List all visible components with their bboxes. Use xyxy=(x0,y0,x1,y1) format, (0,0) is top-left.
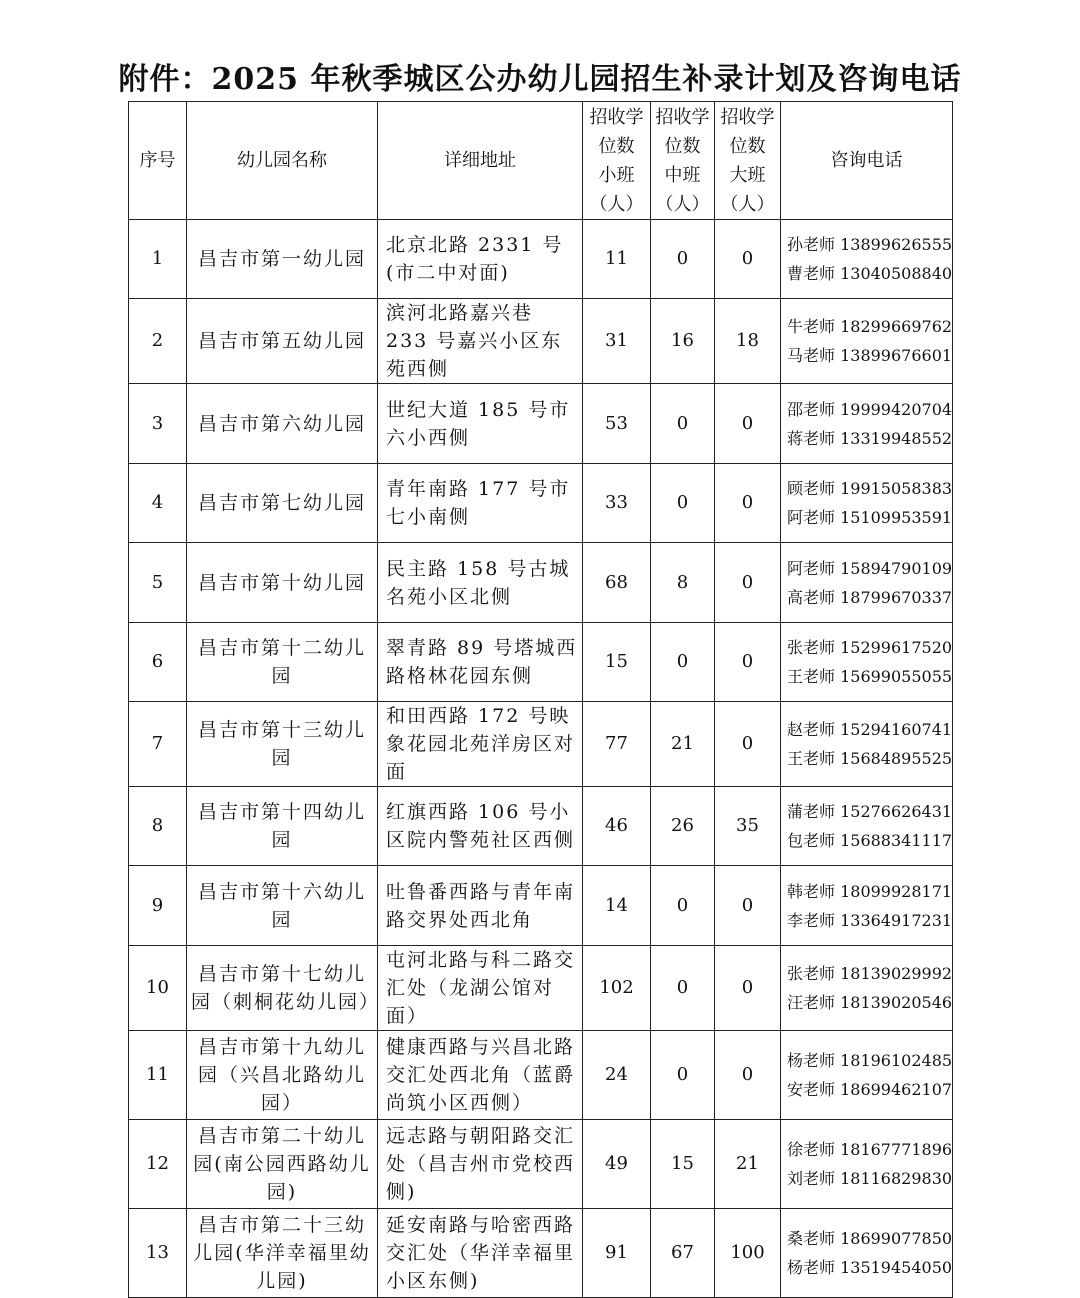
large-class-count: 21 xyxy=(715,1120,781,1209)
phone-entry: 汪老师 18139020546 xyxy=(787,993,953,1012)
kindergarten-name: 昌吉市第十幼儿园 xyxy=(187,543,378,623)
small-class-count: 15 xyxy=(583,623,651,702)
contact-phones xyxy=(781,866,953,946)
table-row xyxy=(129,1120,953,1209)
large-class-count: 35 xyxy=(715,787,781,866)
address: 健康西路与兴昌北路交汇处西北角（蓝爵尚筑小区西侧） xyxy=(378,1031,583,1120)
small-class-count: 102 xyxy=(583,946,651,1031)
phone-entry: 阿老师 15894790109 xyxy=(787,558,953,578)
table-row xyxy=(129,1031,953,1120)
middle-class-count: 26 xyxy=(651,787,715,866)
middle-class-count: 15 xyxy=(651,1120,715,1209)
table-row xyxy=(129,787,953,866)
address: 民主路 158 号古城名苑小区北侧 xyxy=(378,543,583,623)
table-row xyxy=(129,946,953,1031)
middle-class-count: 0 xyxy=(651,1031,715,1120)
phone-entry: 牛老师 18299669762 xyxy=(787,317,953,336)
row-seq: 6 xyxy=(129,623,187,702)
kindergarten-name: 昌吉市第十六幼儿园 xyxy=(187,866,378,946)
small-class-count: 14 xyxy=(583,866,651,946)
contact-phones xyxy=(781,543,953,623)
phone-entry: 韩老师 18099928171 xyxy=(787,881,953,901)
table-row xyxy=(129,299,953,384)
phone-entry: 李老师 13364917231 xyxy=(787,910,953,930)
phone-entry: 阿老师 15109953591 xyxy=(787,508,953,527)
contact-phones xyxy=(781,220,953,299)
address: 吐鲁番西路与青年南路交界处西北角 xyxy=(378,866,583,946)
address: 和田西路 172 号映象花园北苑洋房区对面 xyxy=(378,702,583,787)
phone-entry: 蒲老师 15276626431 xyxy=(787,802,953,821)
address: 滨河北路嘉兴巷 233 号嘉兴小区东苑西侧 xyxy=(378,299,583,384)
contact-phones xyxy=(781,299,953,384)
table-row xyxy=(129,623,953,702)
phone-entry: 张老师 18139029992 xyxy=(787,964,953,983)
small-class-count: 11 xyxy=(583,220,651,299)
row-seq: 5 xyxy=(129,543,187,623)
kindergarten-name: 昌吉市第十九幼儿园（兴昌北路幼儿园） xyxy=(187,1031,378,1120)
large-class-count: 0 xyxy=(715,543,781,623)
table-row xyxy=(129,866,953,946)
table-row xyxy=(129,702,953,787)
header-large-class: 招收学 位数 大班 （人） xyxy=(715,102,781,220)
large-class-count: 0 xyxy=(715,220,781,299)
table-row xyxy=(129,384,953,464)
small-class-count: 46 xyxy=(583,787,651,866)
small-class-count: 77 xyxy=(583,702,651,787)
kindergarten-name: 昌吉市第十二幼儿园 xyxy=(187,623,378,702)
address: 延安南路与哈密西路交汇处（华洋幸福里小区东侧) xyxy=(378,1209,583,1298)
address: 北京北路 2331 号(市二中对面) xyxy=(378,220,583,299)
phone-entry: 赵老师 15294160741 xyxy=(787,720,953,739)
large-class-count: 0 xyxy=(715,866,781,946)
phone-entry: 张老师 15299617520 xyxy=(787,638,953,657)
middle-class-count: 0 xyxy=(651,946,715,1031)
large-class-count: 0 xyxy=(715,946,781,1031)
middle-class-count: 0 xyxy=(651,464,715,543)
address: 远志路与朝阳路交汇处（昌吉州市党校西侧) xyxy=(378,1120,583,1209)
address: 翠青路 89 号塔城西路格林花园东侧 xyxy=(378,623,583,702)
contact-phones xyxy=(781,1031,953,1120)
middle-class-count: 21 xyxy=(651,702,715,787)
row-seq: 11 xyxy=(129,1031,187,1120)
table-row xyxy=(129,464,953,543)
kindergarten-name: 昌吉市第二十幼儿园(南公园西路幼儿园) xyxy=(187,1120,378,1209)
contact-phones xyxy=(781,623,953,702)
table-row xyxy=(129,543,953,623)
large-class-count: 0 xyxy=(715,623,781,702)
phone-entry: 刘老师 18116829830 xyxy=(787,1169,953,1188)
header-row xyxy=(129,102,953,220)
address: 红旗西路 106 号小区院内警苑社区西侧 xyxy=(378,787,583,866)
phone-entry: 杨老师 13519454050 xyxy=(787,1258,953,1277)
row-seq: 13 xyxy=(129,1209,187,1298)
contact-phones xyxy=(781,1120,953,1209)
kindergarten-name: 昌吉市第十四幼儿园 xyxy=(187,787,378,866)
middle-class-count: 16 xyxy=(651,299,715,384)
kindergarten-name: 昌吉市第六幼儿园 xyxy=(187,384,378,464)
row-seq: 8 xyxy=(129,787,187,866)
kindergarten-name: 昌吉市第一幼儿园 xyxy=(187,220,378,299)
row-seq: 7 xyxy=(129,702,187,787)
contact-phones xyxy=(781,946,953,1031)
phone-entry: 顾老师 19915058383 xyxy=(787,479,953,498)
address: 屯河北路与科二路交汇处（龙湖公馆对面） xyxy=(378,946,583,1031)
row-seq: 3 xyxy=(129,384,187,464)
small-class-count: 33 xyxy=(583,464,651,543)
contact-phones xyxy=(781,702,953,787)
small-class-count: 91 xyxy=(583,1209,651,1298)
large-class-count: 0 xyxy=(715,384,781,464)
contact-phones xyxy=(781,384,953,464)
header-small-class: 招收学 位数 小班 （人） xyxy=(583,102,651,220)
phone-entry: 蒋老师 13319948552 xyxy=(787,428,953,448)
phone-entry: 曹老师 13040508840 xyxy=(787,264,953,283)
phone-entry: 桑老师 18699077850 xyxy=(787,1229,953,1248)
middle-class-count: 8 xyxy=(651,543,715,623)
phone-entry: 马老师 13899676601 xyxy=(787,346,953,365)
phone-entry: 邵老师 19999420704 xyxy=(787,399,953,419)
address: 青年南路 177 号市七小南侧 xyxy=(378,464,583,543)
phone-entry: 安老师 18699462107 xyxy=(787,1080,953,1099)
address: 世纪大道 185 号市六小西侧 xyxy=(378,384,583,464)
large-class-count: 100 xyxy=(715,1209,781,1298)
header-phone: 咨询电话 xyxy=(781,102,953,220)
small-class-count: 68 xyxy=(583,543,651,623)
small-class-count: 53 xyxy=(583,384,651,464)
phone-entry: 杨老师 18196102485 xyxy=(787,1051,953,1070)
kindergarten-name: 昌吉市第七幼儿园 xyxy=(187,464,378,543)
middle-class-count: 0 xyxy=(651,384,715,464)
large-class-count: 0 xyxy=(715,464,781,543)
enrollment-table xyxy=(128,101,953,1298)
contact-phones xyxy=(781,1209,953,1298)
row-seq: 10 xyxy=(129,946,187,1031)
middle-class-count: 67 xyxy=(651,1209,715,1298)
row-seq: 1 xyxy=(129,220,187,299)
table-row xyxy=(129,1209,953,1298)
row-seq: 12 xyxy=(129,1120,187,1209)
large-class-count: 0 xyxy=(715,1031,781,1120)
header-middle-class: 招收学 位数 中班 （人） xyxy=(651,102,715,220)
table-row xyxy=(129,220,953,299)
phone-entry: 王老师 15684895525 xyxy=(787,749,953,768)
contact-phones xyxy=(781,787,953,866)
middle-class-count: 0 xyxy=(651,623,715,702)
phone-entry: 孙老师 13899626555 xyxy=(787,235,953,254)
kindergarten-name: 昌吉市第五幼儿园 xyxy=(187,299,378,384)
middle-class-count: 0 xyxy=(651,220,715,299)
large-class-count: 0 xyxy=(715,702,781,787)
small-class-count: 24 xyxy=(583,1031,651,1120)
kindergarten-name: 昌吉市第十三幼儿园 xyxy=(187,702,378,787)
phone-entry: 包老师 15688341117 xyxy=(787,831,953,850)
header-name: 幼儿园名称 xyxy=(187,102,378,220)
phone-entry: 徐老师 18167771896 xyxy=(787,1140,953,1159)
small-class-count: 49 xyxy=(583,1120,651,1209)
row-seq: 9 xyxy=(129,866,187,946)
page-title: 附件：2025 年秋季城区公办幼儿园招生补录计划及咨询电话 xyxy=(118,62,962,97)
row-seq: 2 xyxy=(129,299,187,384)
row-seq: 4 xyxy=(129,464,187,543)
middle-class-count: 0 xyxy=(651,866,715,946)
phone-entry: 高老师 18799670337 xyxy=(787,587,953,607)
kindergarten-name: 昌吉市第二十三幼儿园(华洋幸福里幼儿园) xyxy=(187,1209,378,1298)
header-seq: 序号 xyxy=(129,102,187,220)
kindergarten-name: 昌吉市第十七幼儿园（刺桐花幼儿园） xyxy=(187,946,378,1031)
contact-phones xyxy=(781,464,953,543)
phone-entry: 王老师 15699055055 xyxy=(787,667,953,686)
small-class-count: 31 xyxy=(583,299,651,384)
large-class-count: 18 xyxy=(715,299,781,384)
header-address: 详细地址 xyxy=(378,102,583,220)
